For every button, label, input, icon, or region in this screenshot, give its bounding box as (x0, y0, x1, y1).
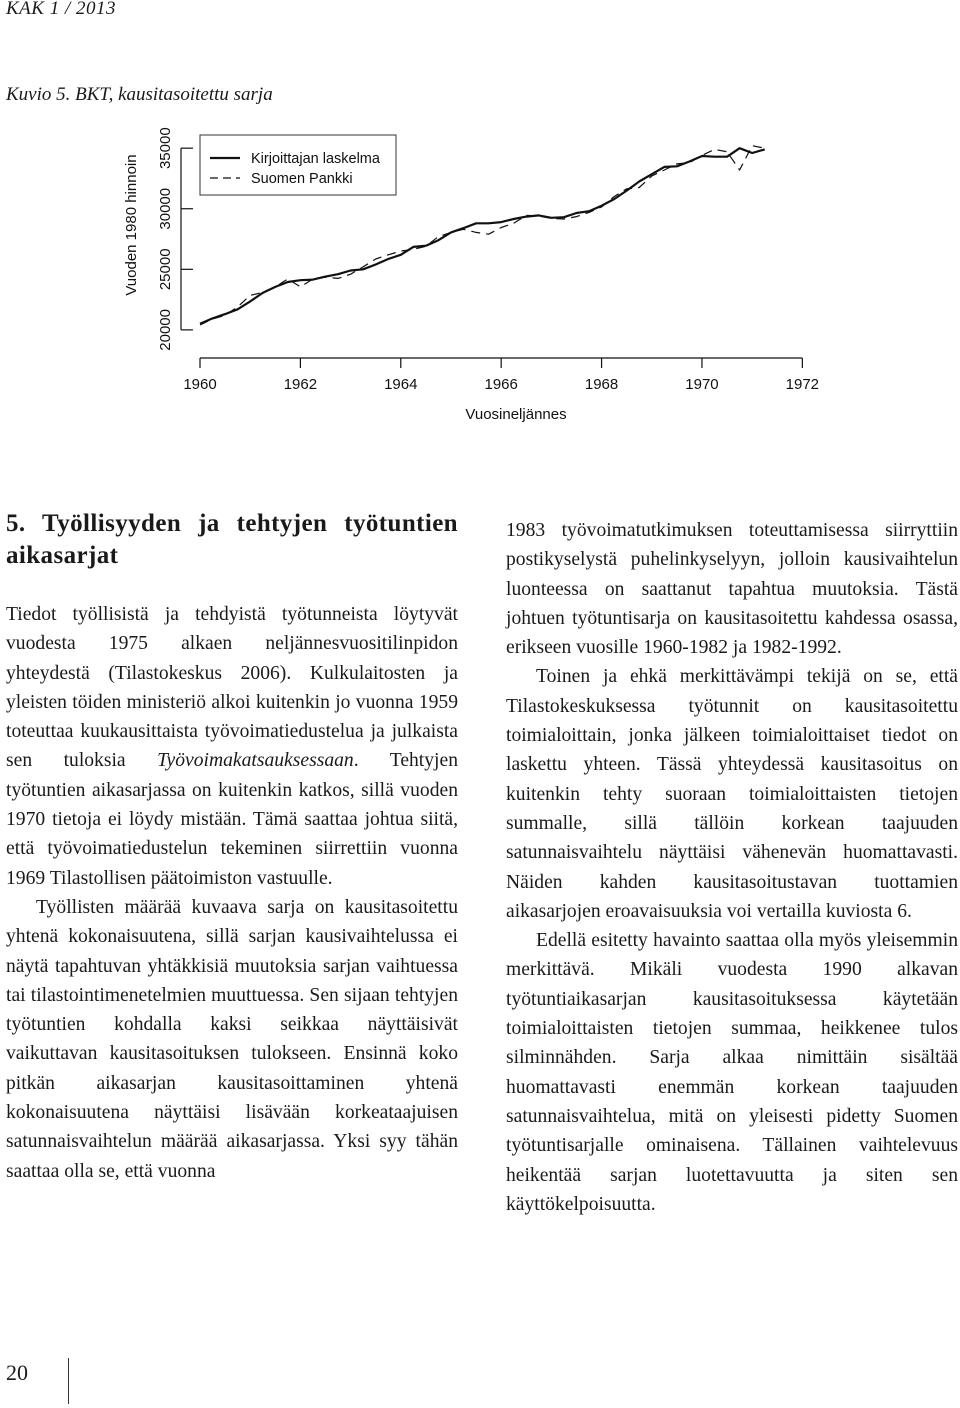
x-tick-label: 1968 (584, 376, 619, 393)
x-tick-label: 1972 (785, 376, 820, 393)
paragraph: Tiedot työllisistä ja tehdyistä työtunneista löytyvät vuodesta 1975 alkaen neljännesvuositilinpidon yhteydestä (Tilastokeskus 2006). Kulkulaitosten ja yleisten töiden ministeriö alkoi kuitenkin jo vuonna 1959 toteuttaa kuukausittaista työvoimatiedustelua ja julkaista sen tuloksia Työvoimakatsauksessaan. Tehtyjen työtuntien aikasarjassa on kuitenkin katkos, sillä vuoden 1970 tietoja ei löydy mistään. Tämä saattaa johtua siitä, että työvoimatiedustelun tekeminen siirrettiin vuonna 1969 Tilastollisen päätoimiston vastuulle. (6, 604, 458, 889)
section-heading: 5. Työllisyyden ja tehtyjen työtuntien aikasarjat (6, 510, 458, 569)
legend-label: Kirjoittajan laskelma (251, 151, 380, 167)
x-tick-label: 1970 (685, 376, 719, 393)
chart-legend (200, 135, 396, 195)
x-axis-label: Vuosineljännes (465, 406, 567, 423)
y-tick-label: 30000 (157, 187, 174, 230)
publication-title: Työvoimakatsauksessaan (157, 750, 354, 772)
paragraph: 1983 työvoimatutkimuksen toteuttamisessa siirryttiin postikyselystä puhelinkyselyyn, jolloin kausivaihtelun luonteessa on saattanut tapahtua muutoksia. Tästä johtuen työtuntisarja on kausitasoitettu kahdessa osassa, erikseen vuosille 1960-1982 ja 1982-1992. (506, 520, 958, 659)
y-axis-label: Vuoden 1980 hinnoin (123, 154, 140, 296)
legend-label: Suomen Pankki (251, 171, 353, 187)
left-column (6, 508, 458, 1186)
x-tick-label: 1960 (183, 376, 217, 393)
x-tick-label: 1964 (384, 376, 418, 393)
y-tick-label: 35000 (157, 127, 174, 170)
x-tick-label: 1966 (484, 376, 518, 393)
figure-caption: Kuvio 5. BKT, kausitasoitettu sarja (6, 84, 273, 105)
y-tick-label: 20000 (157, 309, 174, 351)
running-header: KAK 1 / 2013 (6, 0, 116, 19)
page-number: 20 (6, 1360, 28, 1385)
paragraph: Työllisten määrää kuvaava sarja on kausitasoitettu yhtenä kokonaisuutena, sillä sarjan kausivaihtelussa ei näytä tapahtuvan yhtäkkisiä muutoksia sarjan vaihtuessa tai tilastointimenetelmien muuttuessa. Sen sijaan tehtyjen työtuntien kohdalla kaksi seikkaa näyttäisivät vaikuttavan kausitasoituksen tulokseen. Ensinnä koko pitkän aikasarjan kausitasoittaminen yhtenä kokonaisuutena näyttäisi lisävään korkeataajuisen satunnaisvaihtelun määrää aikasarjassa. Yksi syy tähän saattaa olla se, että vuonna (6, 896, 458, 1182)
y-tick-label: 25000 (157, 248, 174, 291)
footer-divider (68, 1358, 69, 1404)
paragraph: Toinen ja ehkä merkittävämpi tekijä on se, että Tilastokeskuksessa työtunnit on kausitasoitettu toimialoittain, jonka jälkeen toimialoittaiset tiedot on laskettu yhteen. Tässä yhteydessä kausitasoitus on kuitenkin tehty suoraan toimialoittaisten tietojen summalle, sillä tällöin korkean taajuuden satunnaisvaihtelu näyttäisi vähenevän huomattavasti. Näiden kahden kausitasoitustavan tuottamien aikasarjojen eroavaisuuksia voi vertailla kuviosta 6. (506, 666, 958, 922)
gdp-line-chart (0, 110, 960, 430)
right-column (506, 516, 958, 1219)
paragraph: Edellä esitetty havainto saattaa olla myös yleisemmin merkittävä. Mikäli vuodesta 1990 alkavan työtuntiaikasarjan kausitasoituksessa käytetään toimialoittaisten tietojen summaa, heikkenee tulos silminnähden. Sarja alkaa nimittäin sisältää huomattavasti enemmän korkean taajuuden satunnaisvaihtelua, mitä on yleisesti pidetty Suomen työtuntisarjalle ominaisena. Tällainen vaihtelevuus heikentää sarjan luotettavuutta ja siten sen käyttökelpoisuutta. (506, 930, 958, 1215)
x-tick-label: 1962 (283, 376, 318, 393)
